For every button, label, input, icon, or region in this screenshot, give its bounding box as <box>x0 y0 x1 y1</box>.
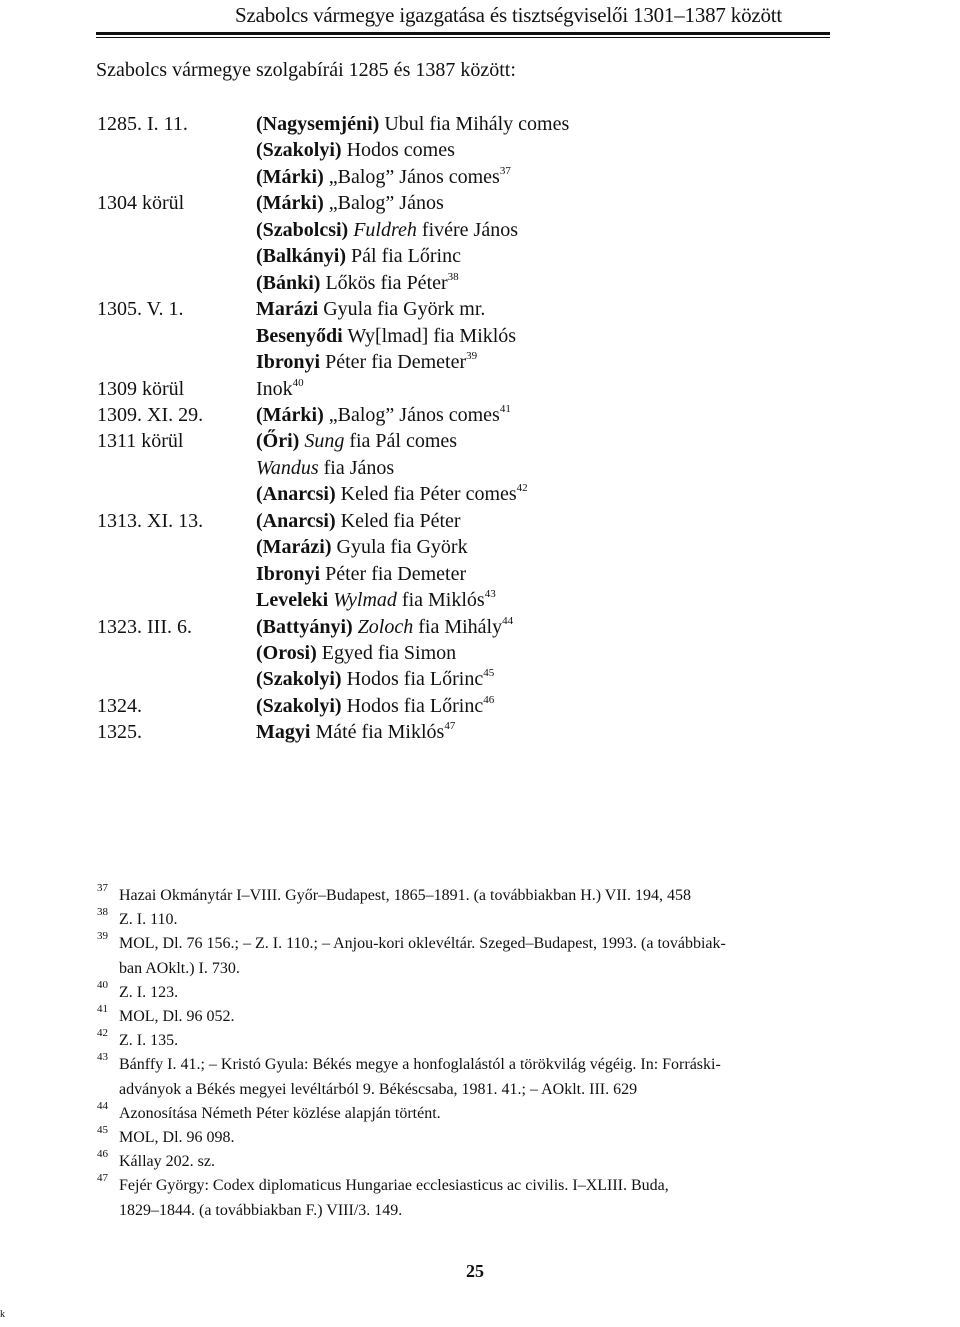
entry-text: Wy[lmad] fia Miklós <box>342 324 517 347</box>
footnote-text: Kállay 202. sz. <box>119 1153 215 1171</box>
header-rule-thin <box>96 37 830 38</box>
footnote-number: 46 <box>97 1148 108 1161</box>
entry-prefix: (Anarcsi) <box>256 483 336 506</box>
footnote-ref: 39 <box>466 350 478 363</box>
entry-text: Hodos fia Lőrinc <box>341 694 484 717</box>
footnote-ref: 44 <box>502 614 514 627</box>
footnote-text: MOL, Dl. 96 052. <box>119 1008 235 1025</box>
entry-prefix: (Orosi) <box>256 642 317 664</box>
footnote-number: 47 <box>97 1172 108 1185</box>
entry-prefix: (Bánki) <box>256 271 321 294</box>
entry-text: Egyed fia Simon <box>316 642 457 664</box>
footnote-number: 37 <box>97 882 108 894</box>
corner-mark: k <box>0 1309 5 1320</box>
entry-prefix: (Szakolyi) <box>256 694 342 717</box>
entry-prefix: Marázi <box>256 298 319 321</box>
entry-name <box>256 695 494 718</box>
entry-text: Gyula fia Györk mr. <box>318 298 486 321</box>
entry-name <box>256 272 459 295</box>
entry-text: Inok <box>256 377 293 400</box>
entry-prefix: Leveleki <box>256 589 329 612</box>
entry-name <box>256 721 455 744</box>
footnote-number: 44 <box>97 1099 108 1112</box>
entry-italic: Fuldreh <box>348 218 417 241</box>
footnote-text: Hazai Okmánytár I–VIII. Győr–Budapest, 1865–1891. (a továbbiakban H.) VII. 194, 458 <box>119 887 692 904</box>
footnote-ref: 38 <box>447 270 459 283</box>
entry-date: 1309. XI. 29. <box>97 403 204 426</box>
section-title: Szabolcs vármegye szolgabírái 1285 és 1387 között: <box>96 59 516 81</box>
entry-date: 1323. III. 6. <box>97 615 192 638</box>
entry-name <box>256 589 496 612</box>
footnote-ref: 37 <box>499 164 511 177</box>
footnote-ref: 40 <box>292 376 304 389</box>
footnote-ref: 43 <box>484 588 496 601</box>
entry-text: „Balog” János comes <box>323 403 500 426</box>
footnote-ref: 45 <box>483 667 495 680</box>
footnote-number: 45 <box>97 1124 108 1136</box>
entry-name <box>256 642 456 665</box>
entry-name <box>256 113 569 136</box>
footnote-number: 38 <box>97 906 108 919</box>
entry-prefix: Magyi <box>256 721 311 744</box>
entry-date: 1324. <box>97 694 142 717</box>
entry-text: fivére János <box>416 218 518 241</box>
entry-prefix: (Marázi) <box>256 536 332 559</box>
entry-name <box>256 378 304 401</box>
entry-prefix: (Szakolyi) <box>256 668 342 691</box>
entry-prefix: Ibronyi <box>256 351 321 374</box>
entry-name <box>256 166 511 189</box>
footnote-number: 42 <box>97 1027 108 1040</box>
entry-name <box>256 430 457 453</box>
entry-text: Gyula fia Györk <box>331 536 468 559</box>
entry-text: Lőkös fia Péter <box>320 271 448 294</box>
footnote-text: 1829–1844. (a továbbiakban F.) VIII/3. 149. <box>119 1201 403 1219</box>
entry-prefix: (Anarcsi) <box>256 509 336 532</box>
entry-name <box>256 245 461 268</box>
entry-prefix: (Battyányi) <box>256 615 353 638</box>
footnote-text: Bánffy I. 41.; – Kristó Gyula: Békés megye a honfoglalástól a törökvilág végéig. In: Forráski- <box>119 1056 721 1074</box>
entry-prefix: Ibronyi <box>256 562 321 585</box>
entry-name <box>256 325 516 348</box>
entry-name <box>256 563 466 586</box>
entry-text: Máté fia Miklós <box>310 721 445 744</box>
entry-prefix: (Nagysemjéni) <box>256 113 380 135</box>
header-rule-thick <box>96 32 830 35</box>
entry-text: Péter fia Demeter <box>320 562 467 585</box>
entry-name <box>256 192 444 215</box>
entry-text: Keled fia Péter <box>335 509 461 532</box>
entry-italic: Wandus <box>256 456 319 479</box>
footnote-ref: 42 <box>516 482 528 495</box>
entry-text: Keled fia Péter comes <box>335 483 517 506</box>
entry-text: „Balog” János comes <box>323 165 500 188</box>
entry-prefix: (Szakolyi) <box>256 139 342 162</box>
footnote-number: 43 <box>97 1051 108 1064</box>
entry-date: 1325. <box>97 721 142 744</box>
entry-text: Hodos comes <box>341 139 455 162</box>
footnote-text: Z. I. 110. <box>119 911 178 929</box>
footnote-text: ban AOklt.) I. 730. <box>119 959 240 977</box>
running-header: Szabolcs vármegye igazgatása és tisztségviselői 1301–1387 között <box>235 3 783 27</box>
entry-date: 1309 körül <box>97 377 185 400</box>
entry-name <box>256 404 511 427</box>
entry-name <box>256 351 477 374</box>
entry-name <box>256 298 485 321</box>
footnote-text: MOL, Dl. 96 098. <box>119 1129 235 1146</box>
footnote-ref: 47 <box>444 720 456 733</box>
entry-prefix: (Őri) <box>256 430 300 453</box>
entry-prefix: Besenyődi <box>256 324 343 347</box>
entry-name <box>256 483 528 506</box>
entry-text: „Balog” János <box>323 192 444 215</box>
entry-name <box>256 139 455 162</box>
entry-date: 1305. V. 1. <box>97 298 184 321</box>
entry-text: Hodos fia Lőrinc <box>341 668 484 691</box>
entry-date: 1313. XI. 13. <box>97 509 204 532</box>
entry-text: fia Miklós <box>396 589 485 612</box>
entry-prefix: (Márki) <box>256 403 324 426</box>
entry-prefix: (Balkányi) <box>256 245 347 268</box>
entry-prefix: (Márki) <box>256 165 324 188</box>
entry-name <box>256 219 518 242</box>
entry-italic: Zoloch <box>352 615 414 638</box>
entry-text: Pál fia Lőrinc <box>346 245 461 268</box>
entry-name <box>256 457 394 480</box>
entry-text: Péter fia Demeter <box>320 351 467 374</box>
entry-name <box>256 510 461 533</box>
footnote-text: Fejér György: Codex diplomaticus Hungariae ecclesiasticus ac civilis. I–XLIII. Buda, <box>119 1177 669 1195</box>
entry-name <box>256 536 468 559</box>
entry-name <box>256 616 513 639</box>
entry-text: fia János <box>318 456 395 479</box>
entry-text: fia Pál comes <box>344 430 458 453</box>
footnote-text: Z. I. 135. <box>119 1032 179 1050</box>
footnote-text: adványok a Békés megyei levéltárból 9. Békéscsaba, 1981. 41.; – AOklt. III. 629 <box>119 1080 638 1098</box>
entry-date: 1285. I. 11. <box>97 113 188 135</box>
entry-italic: Wylmad <box>328 589 397 612</box>
entry-text: fia Mihály <box>413 615 503 638</box>
footnote-ref: 46 <box>483 693 495 706</box>
footnote-number: 41 <box>97 1003 108 1015</box>
footnote-number: 39 <box>97 930 108 943</box>
footnote-ref: 41 <box>499 402 511 415</box>
page-number: 25 <box>466 1261 484 1281</box>
entry-prefix: (Szabolcsi) <box>256 218 349 241</box>
entry-name <box>256 668 494 691</box>
entry-prefix: (Márki) <box>256 192 324 215</box>
entry-date: 1311 körül <box>97 430 184 453</box>
footnote-text: MOL, Dl. 76 156.; – Z. I. 110.; – Anjou-kori oklevéltár. Szeged–Budapest, 1993. (a továbbiak- <box>119 935 726 953</box>
entry-italic: Sung <box>299 430 345 453</box>
footnote-text: Azonosítása Németh Péter közlése alapján történt. <box>119 1104 441 1122</box>
entry-text: Ubul fia Mihály comes <box>379 113 570 135</box>
footnote-number: 40 <box>97 978 108 991</box>
entry-date: 1304 körül <box>97 192 185 215</box>
footnote-text: Z. I. 123. <box>119 983 179 1001</box>
